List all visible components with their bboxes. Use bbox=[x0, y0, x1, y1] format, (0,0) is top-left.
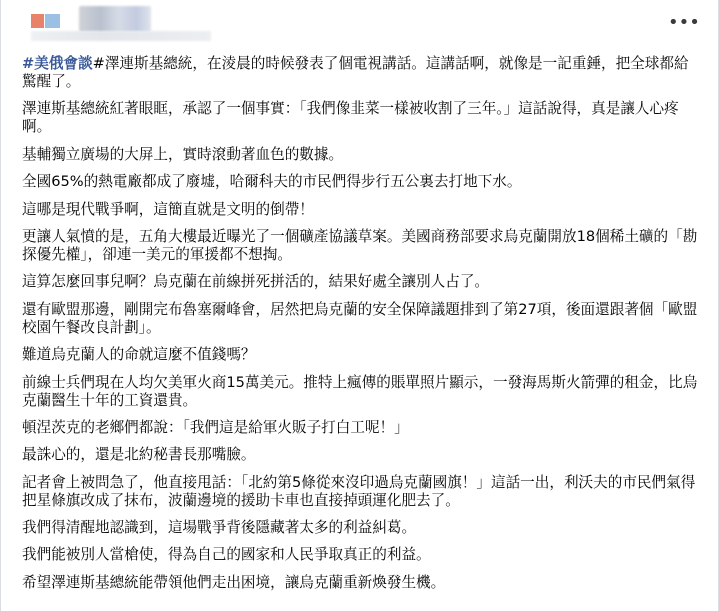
post-paragraph: 難道烏克蘭人的命就這麼不值錢嗎？ bbox=[22, 346, 256, 364]
post-paragraph: 最誅心的，還是北約秘書長那嘴臉。 bbox=[22, 446, 256, 464]
post-body bbox=[22, 55, 702, 601]
avatar-tile-blue bbox=[45, 14, 60, 28]
post-paragraph: 還有歐盟那邊，剛開完布魯塞爾峰會，居然把烏克蘭的安全保障議題排到了第27項，後面還跟著個「歐盟校園午餐改良計劃」。 bbox=[22, 300, 698, 336]
post-paragraph: 基輔獨立廣場的大屏上，實時滾動著血色的數據。 bbox=[22, 145, 344, 163]
post-header bbox=[1, 0, 718, 48]
post-paragraph: 我們得清醒地認識到，這場戰爭背後隱藏著太多的利益糾葛。 bbox=[22, 519, 417, 537]
avatar[interactable] bbox=[31, 14, 61, 30]
hashtag-link[interactable]: #美俄會談 bbox=[22, 55, 93, 72]
post-paragraph: 前線士兵們現在人均欠美軍火商15萬美元。推特上瘋傳的賬單照片顯示，一發海馬斯火箭彈的租金，比烏克蘭醫生十年的工資還貴。 bbox=[22, 373, 698, 409]
post-paragraph: 更讓人氣憤的是，五角大樓最近曝光了一個礦產協議草案。美國商務部要求烏克蘭開放18個稀土礦的「勘探優先權」，卻連一美元的軍援都不想掏。 bbox=[22, 227, 698, 263]
post-paragraph: 頓涅茨克的老鄉們都說：「我們這是給軍火販子打白工呢！」 bbox=[22, 418, 409, 436]
post-meta-redacted bbox=[31, 31, 211, 41]
post-paragraph: 全國65%的熱電廠都成了廢墟，哈爾科夫的市民們得步行五公裏去打地下水。 bbox=[22, 173, 522, 191]
post-paragraph bbox=[22, 55, 702, 91]
post-paragraph-text: #澤連斯基總統，在淩晨的時候發表了個電視講話。這講話啊，就像是一記重錘，把全球都給驚醒了。 bbox=[22, 55, 689, 90]
author-name-redacted[interactable] bbox=[79, 6, 151, 32]
post-paragraph: 這哪是現代戰爭啊，這簡直就是文明的倒帶！ bbox=[22, 200, 314, 218]
post-paragraph: 這算怎麼回事兒啊？烏克蘭在前線拼死拼活的，結果好處全讓別人占了。 bbox=[22, 273, 490, 291]
post-paragraph: 希望澤連斯基總統能帶領他們走出困境，讓烏克蘭重新煥發生機。 bbox=[22, 573, 446, 591]
more-options-icon[interactable]: ••• bbox=[668, 12, 700, 33]
post-paragraph: 澤連斯基總統紅著眼眶，承認了一個事實：「我們像韭菜一樣被收割了三年。」這話說得，真是讓人心疼啊。 bbox=[22, 100, 679, 136]
post-paragraph: 記者會上被問急了，他直接甩話：「北約第5條從來沒印過烏克蘭國旗！」這話一出，利沃夫的市民們氣得把星條旗改成了抹布，波蘭邊境的援助卡車也直接掉頭運化肥去了。 bbox=[22, 473, 696, 509]
avatar-tile-orange bbox=[31, 14, 44, 28]
post-paragraphs bbox=[22, 100, 702, 591]
post-paragraph: 我們能被別人當槍使，得為自己的國家和人民爭取真正的利益。 bbox=[22, 546, 431, 564]
